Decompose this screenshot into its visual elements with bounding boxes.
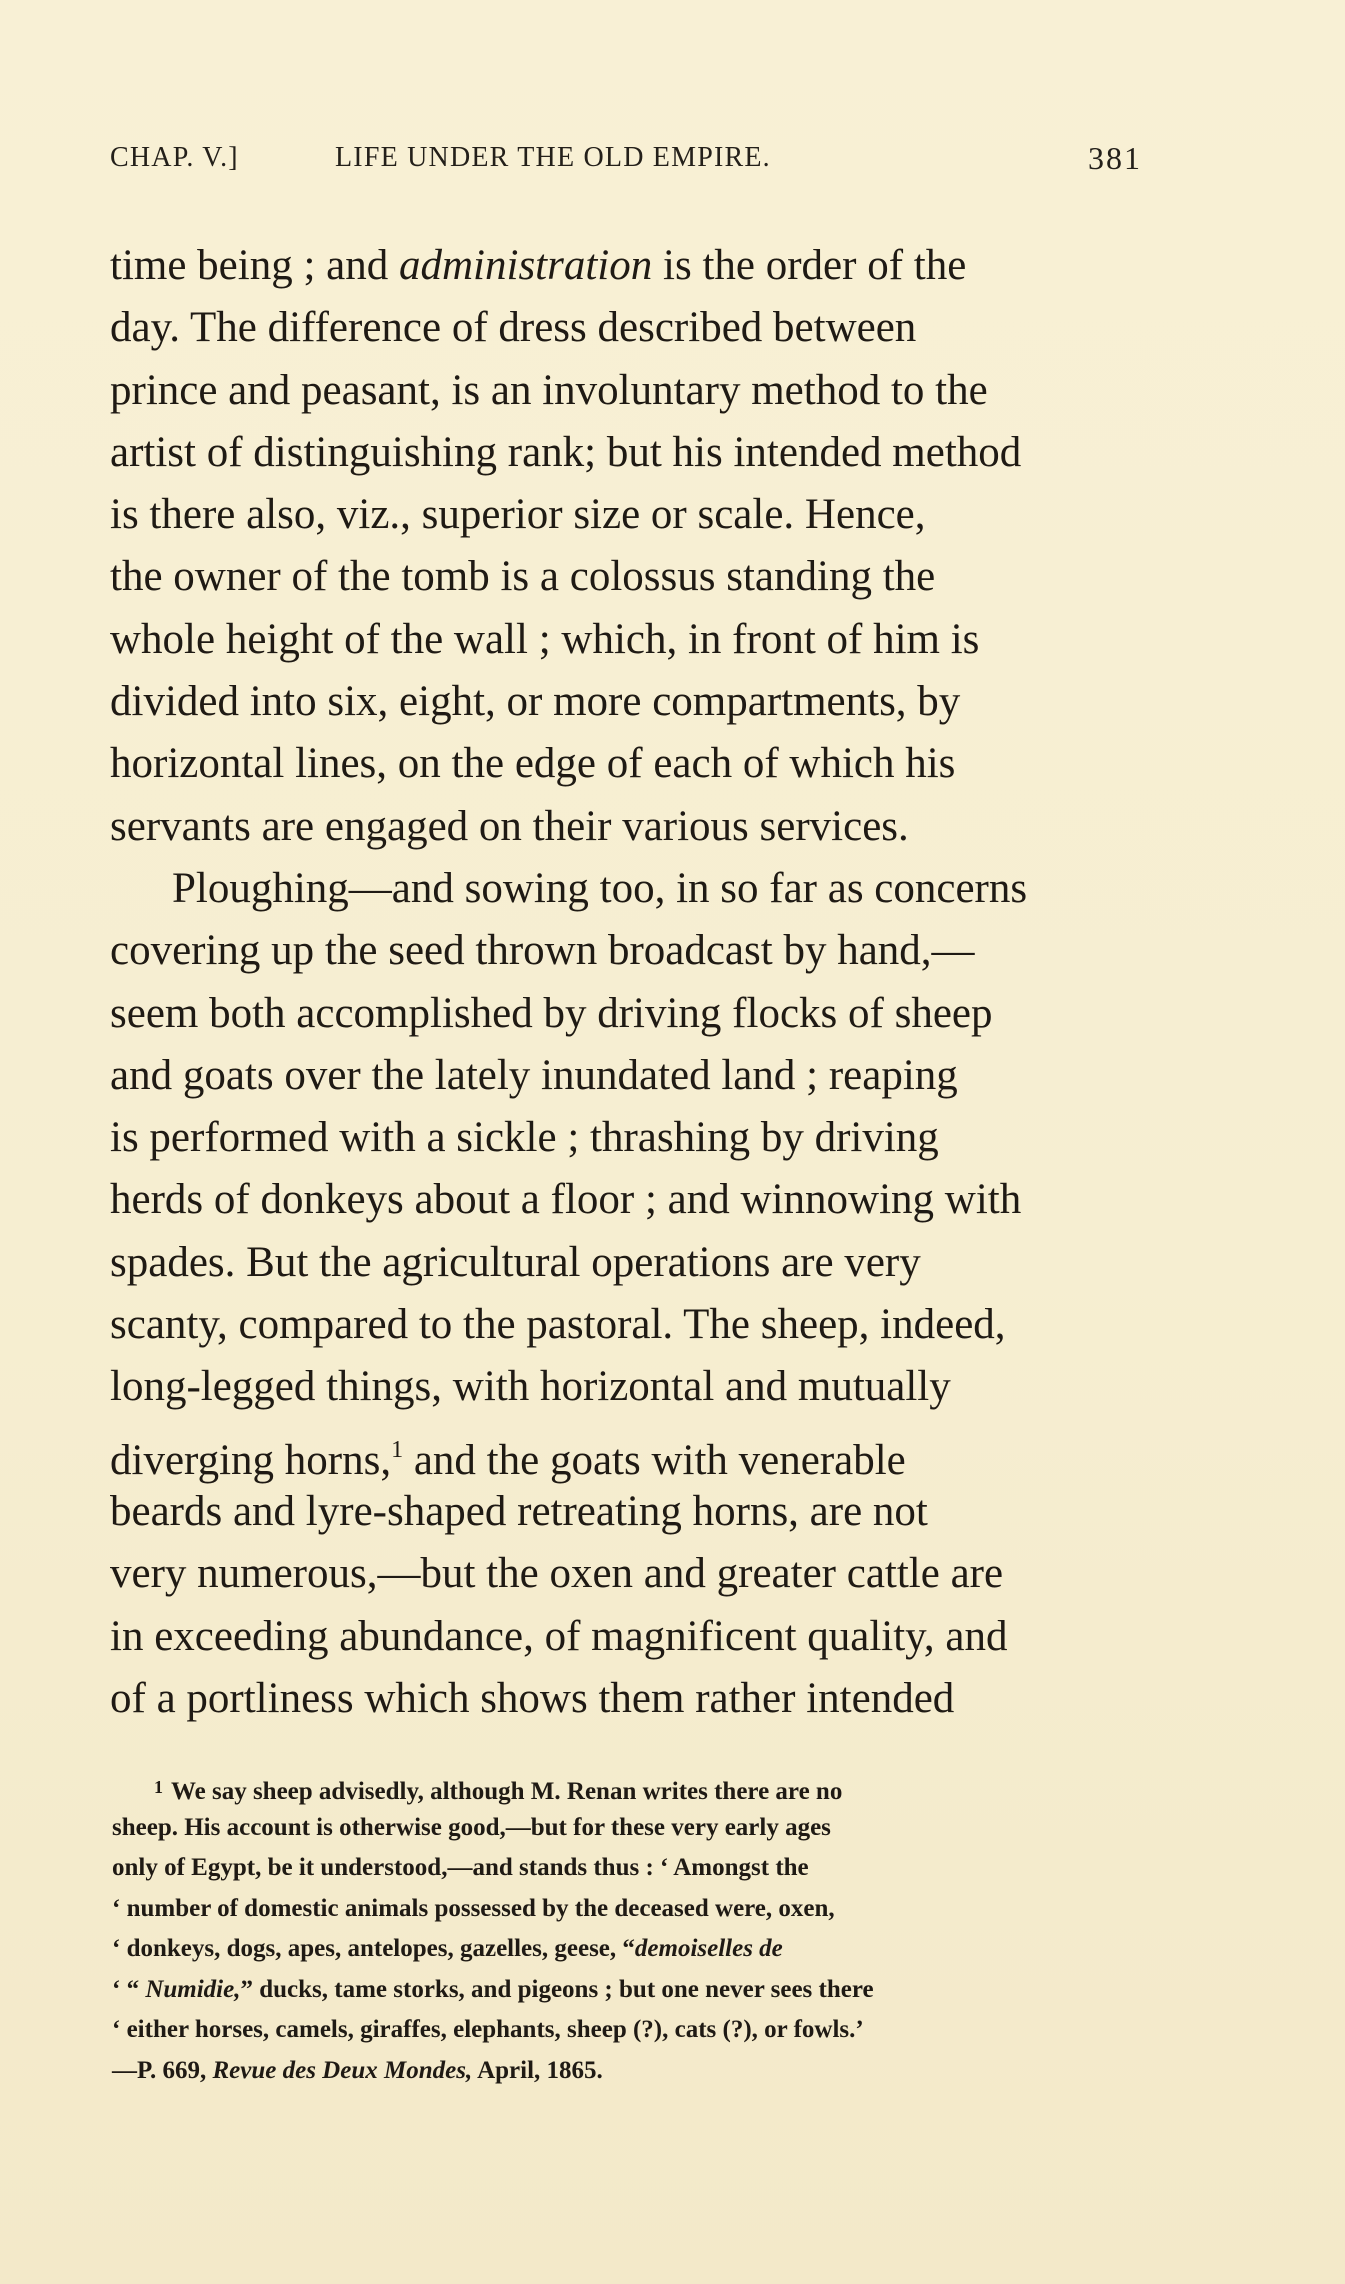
chapter-title: LIFE UNDER THE OLD EMPIRE. [335,142,771,173]
body-text [110,235,1150,1730]
text-segment: herds of donkeys about a floor ; and winnowing with [110,1176,1022,1224]
footnote-marker: 1 [154,1777,163,1797]
text-line [110,546,1150,608]
text-segment: covering up the seed thrown broadcast by hand,— [110,927,975,975]
text-line [110,858,1150,920]
text-segment: is the order of the [652,242,967,289]
text-segment: beards and lyre-shaped retreating horns, are not [110,1487,928,1535]
text-line [110,360,1150,422]
text-line [110,1356,1150,1418]
text-line [110,796,1150,858]
italic-text: administration [399,242,653,289]
text-line [110,1232,1150,1294]
text-segment: in exceeding abundance, of magnificent quality, and [110,1612,1008,1660]
text-segment: and the goats with venerable [403,1436,906,1484]
text-segment: prince and peasant, is an involuntary method to the [110,366,988,414]
text-segment: and goats over the lately inundated land ; reaping [110,1051,958,1099]
text-segment: seem both accomplished by driving flocks of sheep [110,989,993,1037]
footnote-line [112,1889,1152,1930]
text-segment: servants are engaged on their various services. [110,802,909,850]
footnote-line [112,1808,1152,1849]
text-segment: horizontal lines, on the edge of each of which his [110,740,956,788]
footnote-line [112,1929,1152,1970]
text-segment: of a portliness which shows them rather intended [110,1674,955,1722]
text-segment: ‘ either horses, camels, giraffes, elephants, sheep (?), cats (?), or fowls.’ [112,2016,864,2043]
footnote-line [112,2010,1152,2051]
italic-text: Revue des Deux Mondes, [212,2056,473,2084]
text-line [110,1107,1150,1169]
text-line [110,920,1150,982]
text-segment: divided into six, eight, or more compartments, by [110,678,961,726]
text-segment: —P. 669, [112,2056,213,2084]
text-segment: April, 1865. [472,2056,603,2084]
text-segment: whole height of the wall ; which, in front of him is [110,615,980,663]
text-segment: scanty, compared to the pastoral. The sheep, indeed, [110,1301,1006,1349]
text-segment: We say sheep advisedly, although M. Renan writes there are no [171,1778,843,1805]
text-line [110,297,1150,359]
text-line [110,983,1150,1045]
text-line [110,1169,1150,1231]
text-segment: is performed with a sickle ; thrashing by driving [110,1114,939,1162]
text-segment: ‘ “ [112,1975,146,2003]
footnote-line [112,1848,1152,1889]
text-segment: long-legged things, with horizontal and mutually [110,1363,951,1411]
text-line [110,733,1150,795]
text-line [110,671,1150,733]
chapter-label: CHAP. V.] [110,142,239,173]
text-line [110,1419,1150,1484]
text-segment: only of Egypt, be it understood,—and stands thus : ‘ Amongst the [112,1854,809,1881]
text-segment: artist of distinguishing rank; but his intended method [110,428,1022,476]
footnote-line [112,1767,1152,1808]
text-segment: diverging horns, [110,1436,392,1484]
text-line [110,1668,1150,1730]
text-segment: day. The difference of dress described between [110,304,917,352]
text-segment: ‘ donkeys, dogs, apes, antelopes, gazelles, geese, “ [112,1935,635,1962]
text-segment: spades. But the agricultural operations are very [110,1238,921,1286]
text-line [110,609,1150,671]
text-segment: time being ; and [110,242,399,289]
page-number: 381 [1088,140,1142,176]
text-segment: ‘ number of domestic animals possessed by the deceased were, oxen, [112,1894,835,1922]
text-segment: Ploughing—and sowing too, in so far as concerns [172,864,1028,912]
footnote-line [112,2051,1152,2092]
text-segment: very numerous,—but the oxen and greater cattle are [110,1550,1004,1598]
text-segment: is there also, viz., superior size or scale. Hence, [110,491,926,539]
text-segment: sheep. His account is otherwise good,—but for these very early ages [112,1813,831,1841]
text-segment: the owner of the tomb is a colossus standing the [110,553,936,601]
italic-text: demoiselles de [634,1935,783,1962]
text-line [110,1543,1150,1605]
footnote-reference: 1 [391,1436,404,1463]
italic-text: Numidie, [145,1975,241,2003]
footnote-line [112,1970,1152,2011]
text-line [110,484,1150,546]
running-head [110,142,1142,182]
text-line [110,422,1150,484]
text-segment: ” ducks, tame storks, and pigeons ; but one never sees there [240,1975,874,2003]
text-line [110,1606,1150,1668]
text-line [110,1294,1150,1356]
footnotes [112,1767,1152,2091]
text-line [110,235,1150,297]
text-line [110,1481,1150,1543]
text-line [110,1045,1150,1107]
